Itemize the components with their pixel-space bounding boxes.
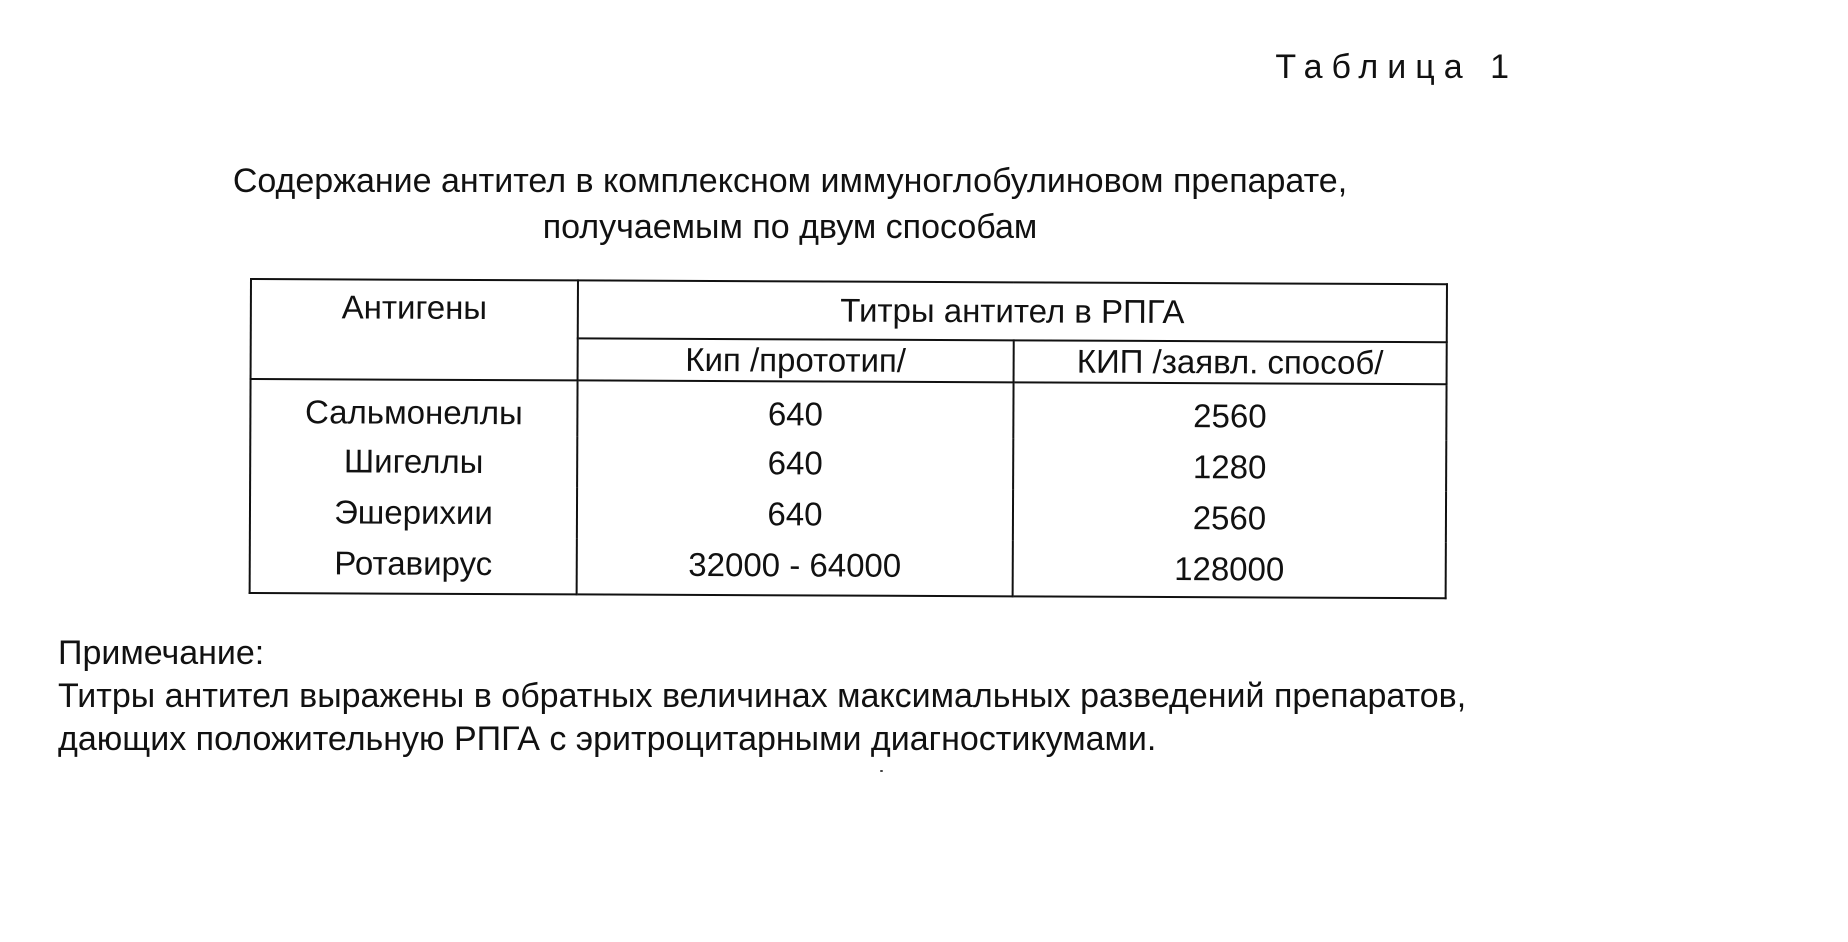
table-row — [250, 486, 1446, 542]
cell-claimed: 2560 — [1013, 489, 1446, 542]
table-row — [250, 537, 1446, 598]
cell-claimed: 128000 — [1013, 540, 1446, 598]
header-claimed-method: КИП /заявл. способ/ — [1014, 340, 1447, 384]
cell-prototype: 32000 - 64000 — [577, 538, 1013, 596]
table-title — [200, 158, 1380, 250]
table-row — [250, 379, 1446, 440]
note-line-2: дающих положительную РПГА с эритроцитарными диагностикумами. — [58, 720, 1157, 758]
cell-antigen: Сальмонеллы — [250, 379, 577, 436]
cell-antigen: Ротавирус — [250, 537, 577, 594]
table-title-line-1: Содержание антител в комплексном иммуноглобулиновом препарате, — [232, 162, 1348, 200]
cell-prototype: 640 — [577, 436, 1013, 489]
header-prototype: Кип /прототип/ — [578, 338, 1014, 382]
cell-antigen: Эшерихии — [250, 486, 577, 538]
header-titres-rpga: Титры антител в РПГА — [578, 280, 1447, 342]
antibody-titres-table — [249, 278, 1448, 599]
note-line-1: Титры антител выражены в обратных величинах максимальных разведений препаратов, — [58, 677, 1467, 715]
cell-claimed: 2560 — [1013, 382, 1446, 440]
table-number: Таблица 1 — [1275, 48, 1518, 86]
cell-prototype: 640 — [577, 487, 1013, 540]
note — [58, 632, 1466, 761]
table-title-line-2: получаемым по двум способам — [542, 208, 1038, 246]
table-row — [250, 435, 1446, 491]
note-heading: Примечание: — [58, 634, 265, 672]
cell-antigen: Шигеллы — [250, 435, 577, 487]
header-antigens: Антигены — [251, 279, 578, 380]
cell-claimed: 1280 — [1013, 438, 1446, 491]
scan-speck — [880, 770, 883, 772]
cell-prototype: 640 — [577, 380, 1013, 438]
